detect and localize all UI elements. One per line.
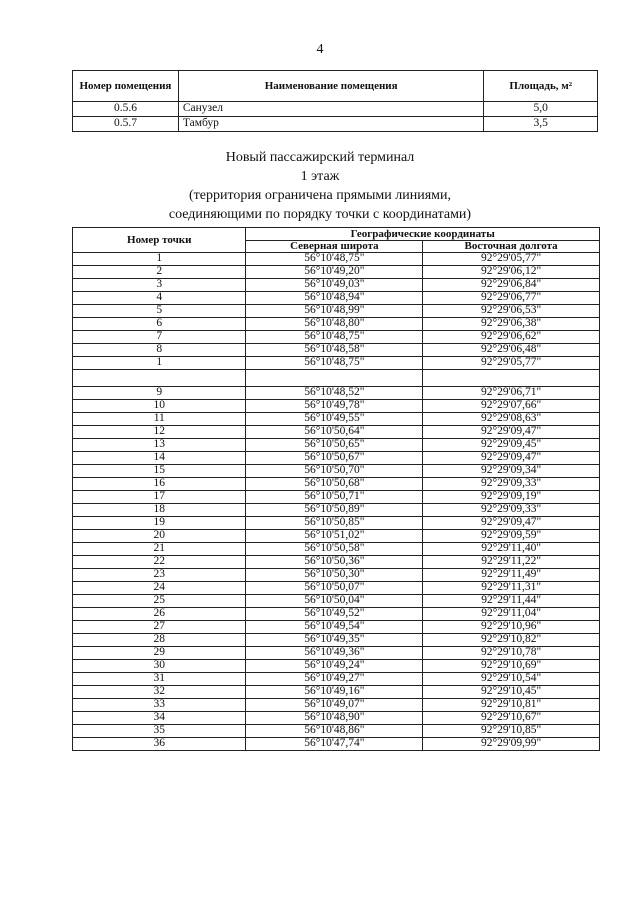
room-area: 3,5 xyxy=(484,117,598,132)
north-latitude: 56°10'49,54" xyxy=(246,621,423,634)
table-row xyxy=(73,725,600,738)
empty-cell xyxy=(246,370,423,387)
table-row xyxy=(73,738,600,751)
header-east-longitude: Восточная долгота xyxy=(423,241,600,253)
coordinates-table xyxy=(72,227,600,751)
east-longitude: 92°29'10,45" xyxy=(423,686,600,699)
north-latitude: 56°10'48,80" xyxy=(246,318,423,331)
header-geo-coordinates: Географические координаты xyxy=(246,228,600,241)
point-number: 22 xyxy=(73,556,246,569)
north-latitude: 56°10'49,03" xyxy=(246,279,423,292)
table-row xyxy=(73,582,600,595)
table-row xyxy=(73,400,600,413)
table-row xyxy=(73,491,600,504)
east-longitude: 92°29'09,19" xyxy=(423,491,600,504)
table-row xyxy=(73,478,600,491)
point-number: 28 xyxy=(73,634,246,647)
east-longitude: 92°29'11,44" xyxy=(423,595,600,608)
north-latitude: 56°10'50,04" xyxy=(246,595,423,608)
north-latitude: 56°10'50,70" xyxy=(246,465,423,478)
east-longitude: 92°29'08,63" xyxy=(423,413,600,426)
east-longitude: 92°29'09,47" xyxy=(423,517,600,530)
point-number: 3 xyxy=(73,279,246,292)
north-latitude: 56°10'50,36" xyxy=(246,556,423,569)
room-name: Санузел xyxy=(178,102,484,117)
east-longitude: 92°29'09,47" xyxy=(423,452,600,465)
east-longitude: 92°29'06,84" xyxy=(423,279,600,292)
east-longitude: 92°29'09,33" xyxy=(423,504,600,517)
table-row xyxy=(73,102,598,117)
table-row xyxy=(73,279,600,292)
table-row xyxy=(73,699,600,712)
north-latitude: 56°10'50,89" xyxy=(246,504,423,517)
header-room-area: Площадь, м² xyxy=(484,71,598,102)
east-longitude: 92°29'10,81" xyxy=(423,699,600,712)
east-longitude: 92°29'10,78" xyxy=(423,647,600,660)
north-latitude: 56°10'49,36" xyxy=(246,647,423,660)
room-area: 5,0 xyxy=(484,102,598,117)
room-name: Тамбур xyxy=(178,117,484,132)
north-latitude: 56°10'49,20" xyxy=(246,266,423,279)
north-latitude: 56°10'49,24" xyxy=(246,660,423,673)
point-number: 10 xyxy=(73,400,246,413)
east-longitude: 92°29'05,77" xyxy=(423,253,600,266)
section-heading xyxy=(0,148,640,224)
north-latitude: 56°10'50,71" xyxy=(246,491,423,504)
rooms-header-row xyxy=(73,71,598,102)
east-longitude: 92°29'07,66" xyxy=(423,400,600,413)
coords-body xyxy=(73,253,600,751)
east-longitude: 92°29'09,99" xyxy=(423,738,600,751)
table-row xyxy=(73,344,600,357)
east-longitude: 92°29'11,22" xyxy=(423,556,600,569)
north-latitude: 56°10'50,64" xyxy=(246,426,423,439)
east-longitude: 92°29'10,96" xyxy=(423,621,600,634)
table-row xyxy=(73,439,600,452)
east-longitude: 92°29'06,38" xyxy=(423,318,600,331)
north-latitude: 56°10'49,27" xyxy=(246,673,423,686)
east-longitude: 92°29'06,62" xyxy=(423,331,600,344)
point-number: 4 xyxy=(73,292,246,305)
rooms-table xyxy=(72,70,598,132)
north-latitude: 56°10'47,74" xyxy=(246,738,423,751)
east-longitude: 92°29'10,54" xyxy=(423,673,600,686)
east-longitude: 92°29'09,34" xyxy=(423,465,600,478)
east-longitude: 92°29'06,48" xyxy=(423,344,600,357)
north-latitude: 56°10'48,75" xyxy=(246,331,423,344)
east-longitude: 92°29'11,31" xyxy=(423,582,600,595)
east-longitude: 92°29'09,59" xyxy=(423,530,600,543)
point-number: 14 xyxy=(73,452,246,465)
north-latitude: 56°10'49,35" xyxy=(246,634,423,647)
point-number: 33 xyxy=(73,699,246,712)
point-number: 23 xyxy=(73,569,246,582)
point-number: 32 xyxy=(73,686,246,699)
point-number: 6 xyxy=(73,318,246,331)
north-latitude: 56°10'48,94" xyxy=(246,292,423,305)
point-number: 35 xyxy=(73,725,246,738)
table-row xyxy=(73,452,600,465)
heading-line: 1 этаж xyxy=(300,169,340,184)
table-row xyxy=(73,660,600,673)
east-longitude: 92°29'09,47" xyxy=(423,426,600,439)
header-room-number: Номер помещения xyxy=(73,71,179,102)
north-latitude: 56°10'50,30" xyxy=(246,569,423,582)
table-row xyxy=(73,426,600,439)
east-longitude: 92°29'06,71" xyxy=(423,387,600,400)
east-longitude: 92°29'11,40" xyxy=(423,543,600,556)
page-number: 4 xyxy=(316,42,324,57)
point-number: 30 xyxy=(73,660,246,673)
point-number: 11 xyxy=(73,413,246,426)
point-number: 27 xyxy=(73,621,246,634)
table-row xyxy=(73,266,600,279)
empty-cell xyxy=(73,370,246,387)
table-row xyxy=(73,647,600,660)
north-latitude: 56°10'48,86" xyxy=(246,725,423,738)
north-latitude: 56°10'48,52" xyxy=(246,387,423,400)
table-row xyxy=(73,543,600,556)
point-number: 26 xyxy=(73,608,246,621)
separator-row xyxy=(73,370,600,387)
north-latitude: 56°10'50,67" xyxy=(246,452,423,465)
table-row xyxy=(73,608,600,621)
empty-cell xyxy=(423,370,600,387)
table-row xyxy=(73,634,600,647)
table-row xyxy=(73,465,600,478)
header-point-number: Номер точки xyxy=(73,228,246,253)
table-row xyxy=(73,331,600,344)
point-number: 1 xyxy=(73,357,246,370)
north-latitude: 56°10'48,90" xyxy=(246,712,423,725)
north-latitude: 56°10'49,78" xyxy=(246,400,423,413)
point-number: 13 xyxy=(73,439,246,452)
point-number: 19 xyxy=(73,517,246,530)
north-latitude: 56°10'49,07" xyxy=(246,699,423,712)
point-number: 5 xyxy=(73,305,246,318)
heading-line: Новый пассажирский терминал xyxy=(225,150,415,165)
table-row xyxy=(73,556,600,569)
east-longitude: 92°29'10,67" xyxy=(423,712,600,725)
room-number: 0.5.6 xyxy=(73,102,179,117)
table-row xyxy=(73,673,600,686)
table-row xyxy=(73,517,600,530)
north-latitude: 56°10'50,58" xyxy=(246,543,423,556)
east-longitude: 92°29'10,69" xyxy=(423,660,600,673)
table-row xyxy=(73,117,598,132)
north-latitude: 56°10'50,85" xyxy=(246,517,423,530)
table-row xyxy=(73,413,600,426)
table-row xyxy=(73,686,600,699)
header-north-latitude: Северная широта xyxy=(246,241,423,253)
heading-line: (территория ограничена прямыми линиями, xyxy=(188,188,452,203)
table-row xyxy=(73,357,600,370)
east-longitude: 92°29'09,33" xyxy=(423,478,600,491)
room-number: 0.5.7 xyxy=(73,117,179,132)
north-latitude: 56°10'48,75" xyxy=(246,357,423,370)
point-number: 24 xyxy=(73,582,246,595)
point-number: 12 xyxy=(73,426,246,439)
east-longitude: 92°29'06,53" xyxy=(423,305,600,318)
point-number: 18 xyxy=(73,504,246,517)
table-row xyxy=(73,318,600,331)
east-longitude: 92°29'09,45" xyxy=(423,439,600,452)
east-longitude: 92°29'06,77" xyxy=(423,292,600,305)
east-longitude: 92°29'10,85" xyxy=(423,725,600,738)
point-number: 7 xyxy=(73,331,246,344)
north-latitude: 56°10'50,65" xyxy=(246,439,423,452)
heading-line: соединяющими по порядку точки с координатами) xyxy=(168,207,472,222)
point-number: 9 xyxy=(73,387,246,400)
table-row xyxy=(73,305,600,318)
point-number: 21 xyxy=(73,543,246,556)
table-row xyxy=(73,292,600,305)
table-row xyxy=(73,253,600,266)
point-number: 25 xyxy=(73,595,246,608)
coords-header-row xyxy=(73,228,600,241)
table-row xyxy=(73,530,600,543)
north-latitude: 56°10'48,99" xyxy=(246,305,423,318)
north-latitude: 56°10'51,02" xyxy=(246,530,423,543)
table-row xyxy=(73,712,600,725)
north-latitude: 56°10'49,52" xyxy=(246,608,423,621)
east-longitude: 92°29'06,12" xyxy=(423,266,600,279)
north-latitude: 56°10'48,58" xyxy=(246,344,423,357)
point-number: 36 xyxy=(73,738,246,751)
east-longitude: 92°29'11,49" xyxy=(423,569,600,582)
point-number: 20 xyxy=(73,530,246,543)
table-row xyxy=(73,621,600,634)
table-row xyxy=(73,569,600,582)
east-longitude: 92°29'10,82" xyxy=(423,634,600,647)
north-latitude: 56°10'49,16" xyxy=(246,686,423,699)
table-row xyxy=(73,595,600,608)
north-latitude: 56°10'49,55" xyxy=(246,413,423,426)
east-longitude: 92°29'11,04" xyxy=(423,608,600,621)
table-row xyxy=(73,504,600,517)
point-number: 16 xyxy=(73,478,246,491)
point-number: 8 xyxy=(73,344,246,357)
north-latitude: 56°10'50,68" xyxy=(246,478,423,491)
point-number: 29 xyxy=(73,647,246,660)
table-row xyxy=(73,387,600,400)
point-number: 34 xyxy=(73,712,246,725)
point-number: 2 xyxy=(73,266,246,279)
point-number: 17 xyxy=(73,491,246,504)
east-longitude: 92°29'05,77" xyxy=(423,357,600,370)
point-number: 15 xyxy=(73,465,246,478)
north-latitude: 56°10'50,07" xyxy=(246,582,423,595)
point-number: 31 xyxy=(73,673,246,686)
north-latitude: 56°10'48,75" xyxy=(246,253,423,266)
point-number: 1 xyxy=(73,253,246,266)
header-room-name: Наименование помещения xyxy=(178,71,484,102)
